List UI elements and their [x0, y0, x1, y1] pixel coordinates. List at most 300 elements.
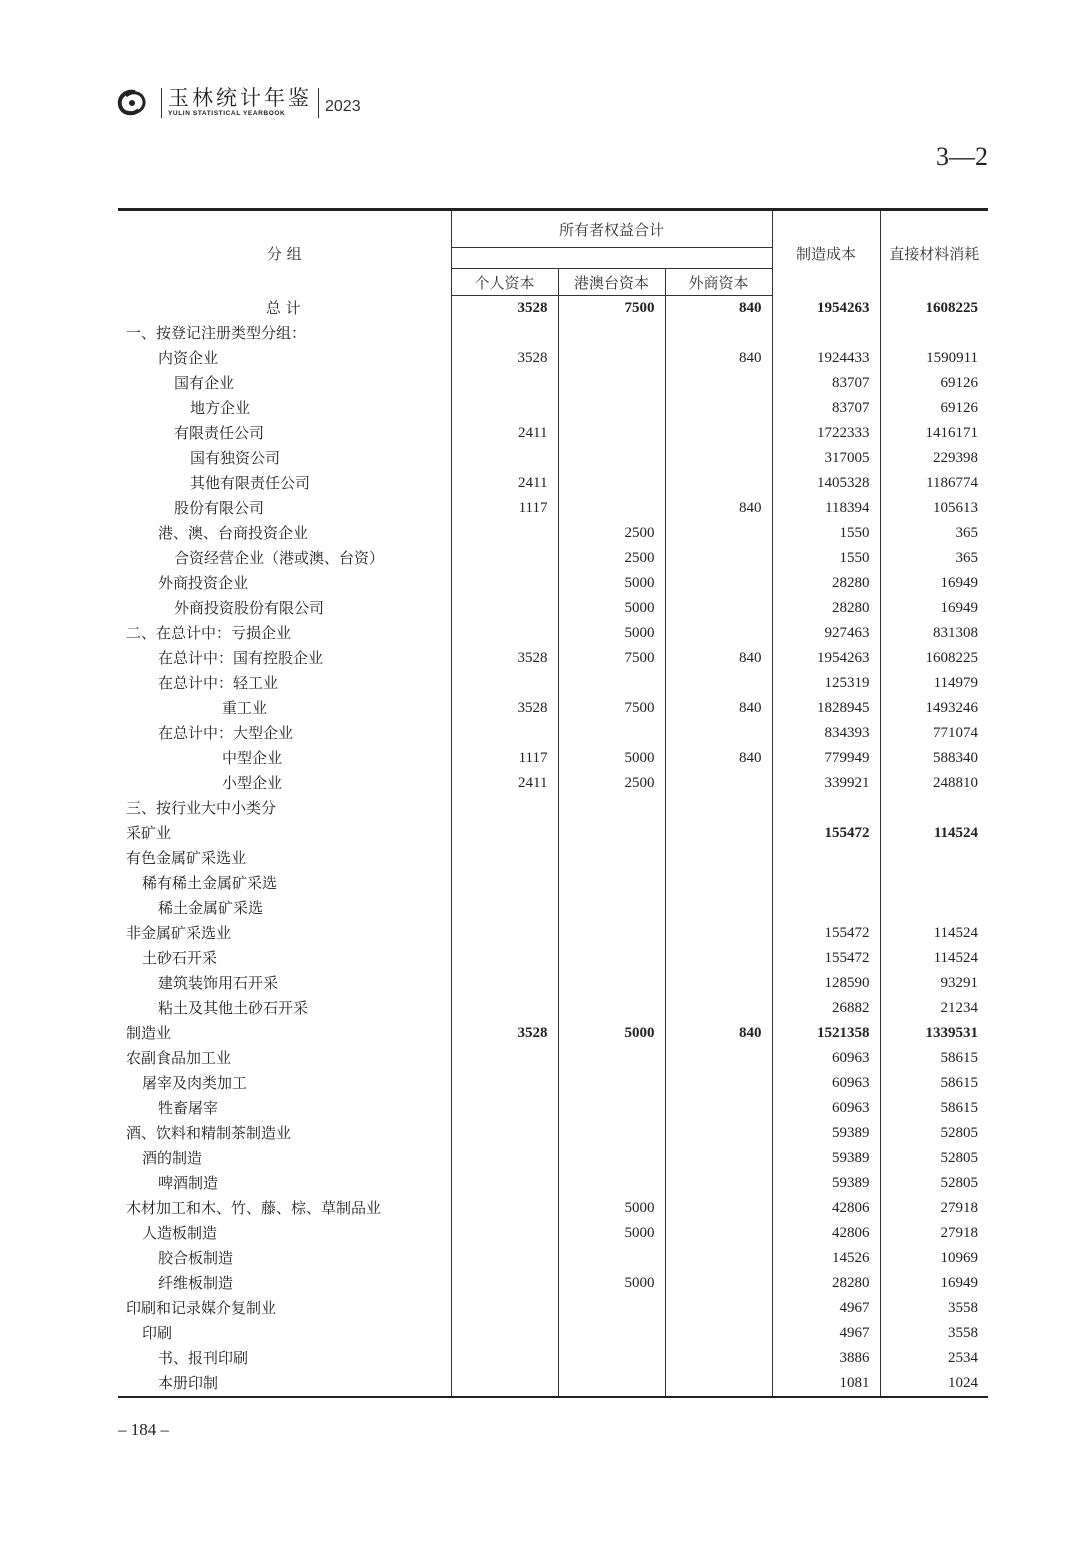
personal-capital-cell — [451, 1221, 558, 1246]
table-row — [118, 1071, 988, 1096]
hk-macao-taiwan-capital-cell: 5000 — [558, 596, 665, 621]
table-row — [118, 1246, 988, 1271]
personal-capital-cell: 3528 — [451, 696, 558, 721]
row-label: 木材加工和木、竹、藤、棕、草制品业 — [126, 1199, 382, 1217]
manufacturing-cost-cell: 1722333 — [772, 421, 880, 446]
row-label: 三、按行业大中小类分 — [126, 799, 277, 817]
table-row — [118, 321, 988, 346]
row-label: 酒的制造 — [142, 1149, 203, 1167]
hk-macao-taiwan-capital-header: 港澳台资本 — [558, 269, 665, 296]
hk-macao-taiwan-capital-cell: 2500 — [558, 546, 665, 571]
personal-capital-cell: 3528 — [451, 646, 558, 671]
table-row — [118, 296, 988, 322]
hk-macao-taiwan-capital-cell: 5000 — [558, 571, 665, 596]
table-row — [118, 471, 988, 496]
table-row — [118, 621, 988, 646]
table-row — [118, 1296, 988, 1321]
direct-materials-cell: 831308 — [880, 621, 988, 646]
foreign-capital-cell — [665, 1321, 772, 1346]
row-label: 地方企业 — [190, 399, 251, 417]
foreign-capital-cell — [665, 1246, 772, 1271]
yearbook-title — [168, 88, 312, 118]
personal-capital-cell — [451, 796, 558, 821]
yearbook-title-cn: 玉林统计年鉴 — [168, 86, 312, 111]
personal-capital-cell — [451, 621, 558, 646]
direct-materials-cell: 1590911 — [880, 346, 988, 371]
hk-macao-taiwan-capital-cell: 5000 — [558, 621, 665, 646]
table-row — [118, 1046, 988, 1071]
foreign-capital-cell — [665, 1221, 772, 1246]
personal-capital-cell — [451, 1046, 558, 1071]
foreign-capital-cell — [665, 671, 772, 696]
yearbook-logo-icon — [115, 88, 149, 118]
manufacturing-cost-cell: 60963 — [772, 1071, 880, 1096]
table-row — [118, 571, 988, 596]
personal-capital-cell — [451, 1271, 558, 1296]
hk-macao-taiwan-capital-cell: 2500 — [558, 771, 665, 796]
owners-equity-header: 所有者权益合计 — [451, 210, 772, 248]
row-label: 稀有稀土金属矿采选 — [142, 874, 278, 892]
personal-capital-cell: 1117 — [451, 746, 558, 771]
table-row — [118, 496, 988, 521]
table-row — [118, 946, 988, 971]
yearbook-header — [115, 86, 361, 120]
manufacturing-cost-cell: 28280 — [772, 1271, 880, 1296]
manufacturing-cost-cell: 927463 — [772, 621, 880, 646]
manufacturing-cost-cell: 125319 — [772, 671, 880, 696]
table-row — [118, 796, 988, 821]
direct-materials-cell: 1339531 — [880, 1021, 988, 1046]
manufacturing-cost-cell: 83707 — [772, 371, 880, 396]
table-row — [118, 421, 988, 446]
personal-capital-cell — [451, 321, 558, 346]
hk-macao-taiwan-capital-cell — [558, 1296, 665, 1321]
row-label: 建筑装饰用石开采 — [158, 974, 279, 992]
manufacturing-cost-cell — [772, 871, 880, 896]
row-label: 印刷和记录媒介复制业 — [126, 1299, 277, 1317]
direct-materials-cell: 27918 — [880, 1221, 988, 1246]
manufacturing-cost-cell: 1550 — [772, 521, 880, 546]
row-label: 合资经营企业（港或澳、台资） — [174, 549, 385, 567]
foreign-capital-cell — [665, 1146, 772, 1171]
foreign-capital-cell — [665, 471, 772, 496]
hk-macao-taiwan-capital-cell — [558, 421, 665, 446]
row-label: 小型企业 — [222, 774, 283, 792]
header-divider — [161, 88, 162, 118]
manufacturing-cost-cell: 60963 — [772, 1046, 880, 1071]
row-label: 采矿业 — [126, 824, 172, 842]
row-label: 屠宰及肉类加工 — [142, 1074, 248, 1092]
direct-materials-cell: 2534 — [880, 1346, 988, 1371]
direct-materials-cell: 1608225 — [880, 646, 988, 671]
personal-capital-cell: 1117 — [451, 496, 558, 521]
direct-materials-cell: 58615 — [880, 1096, 988, 1121]
table-body — [118, 296, 988, 1398]
personal-capital-cell — [451, 571, 558, 596]
foreign-capital-cell — [665, 971, 772, 996]
hk-macao-taiwan-capital-cell — [558, 721, 665, 746]
foreign-capital-cell: 840 — [665, 346, 772, 371]
personal-capital-cell — [451, 1371, 558, 1397]
foreign-capital-cell — [665, 1171, 772, 1196]
statistics-table — [118, 208, 988, 1398]
page-number: – 184 – — [118, 1420, 169, 1439]
personal-capital-cell: 2411 — [451, 771, 558, 796]
hk-macao-taiwan-capital-cell — [558, 1346, 665, 1371]
manufacturing-cost-cell: 1924433 — [772, 346, 880, 371]
direct-materials-cell — [880, 846, 988, 871]
foreign-capital-cell — [665, 796, 772, 821]
hk-macao-taiwan-capital-cell — [558, 971, 665, 996]
direct-materials-cell: 114524 — [880, 946, 988, 971]
direct-materials-cell: 229398 — [880, 446, 988, 471]
foreign-capital-cell: 840 — [665, 696, 772, 721]
table-row — [118, 771, 988, 796]
row-label: 土砂石开采 — [142, 949, 218, 967]
hk-macao-taiwan-capital-cell — [558, 1046, 665, 1071]
table-row — [118, 1271, 988, 1296]
table-row — [118, 1096, 988, 1121]
row-label: 港、澳、台商投资企业 — [158, 524, 309, 542]
row-label: 外商投资企业 — [158, 574, 249, 592]
personal-capital-cell — [451, 1321, 558, 1346]
foreign-capital-cell — [665, 371, 772, 396]
hk-macao-taiwan-capital-cell: 5000 — [558, 1021, 665, 1046]
personal-capital-cell — [451, 521, 558, 546]
hk-macao-taiwan-capital-cell — [558, 321, 665, 346]
direct-materials-cell: 3558 — [880, 1321, 988, 1346]
direct-materials-cell: 1024 — [880, 1371, 988, 1397]
row-label: 本册印制 — [118, 1371, 451, 1397]
table-row — [118, 346, 988, 371]
row-label: 股份有限公司 — [174, 499, 265, 517]
direct-materials-cell — [880, 871, 988, 896]
manufacturing-cost-cell: 1954263 — [772, 646, 880, 671]
personal-capital-cell — [451, 446, 558, 471]
manufacturing-cost-cell: 14526 — [772, 1246, 880, 1271]
personal-capital-cell — [451, 996, 558, 1021]
manufacturing-cost-cell: 42806 — [772, 1221, 880, 1246]
row-label: 农副食品加工业 — [126, 1049, 232, 1067]
table-row — [118, 746, 988, 771]
row-label: 人造板制造 — [142, 1224, 218, 1242]
row-label: 书、报刊印刷 — [158, 1349, 249, 1367]
row-label: 牲畜屠宰 — [158, 1099, 219, 1117]
manufacturing-cost-cell: 60963 — [772, 1096, 880, 1121]
table-row — [118, 1021, 988, 1046]
personal-capital-cell — [451, 1171, 558, 1196]
row-label: 其他有限责任公司 — [190, 474, 311, 492]
personal-capital-cell: 2411 — [451, 471, 558, 496]
manufacturing-cost-cell: 155472 — [772, 821, 880, 846]
direct-materials-cell: 1493246 — [880, 696, 988, 721]
row-label: 在总计中：大型企业 — [158, 724, 294, 742]
foreign-capital-cell — [665, 1196, 772, 1221]
hk-macao-taiwan-capital-cell — [558, 496, 665, 521]
row-label: 在总计中：国有控股企业 — [158, 649, 324, 667]
foreign-capital-cell — [665, 871, 772, 896]
table-row — [118, 1371, 988, 1397]
hk-macao-taiwan-capital-cell — [558, 1321, 665, 1346]
manufacturing-cost-cell: 1081 — [772, 1371, 880, 1397]
table-row — [118, 1146, 988, 1171]
direct-materials-cell: 69126 — [880, 396, 988, 421]
row-label: 一、按登记注册类型分组： — [126, 324, 307, 342]
manufacturing-cost-cell: 1828945 — [772, 696, 880, 721]
table-row — [118, 896, 988, 921]
personal-capital-cell — [451, 871, 558, 896]
direct-materials-cell: 248810 — [880, 771, 988, 796]
foreign-capital-cell — [665, 521, 772, 546]
manufacturing-cost-cell: 118394 — [772, 496, 880, 521]
hk-macao-taiwan-capital-cell: 2500 — [558, 521, 665, 546]
manufacturing-cost-cell — [772, 846, 880, 871]
row-label: 中型企业 — [222, 749, 283, 767]
manufacturing-cost-cell: 1521358 — [772, 1021, 880, 1046]
row-label: 总 计 — [265, 298, 301, 317]
direct-materials-cell: 52805 — [880, 1121, 988, 1146]
direct-materials-cell — [880, 796, 988, 821]
manufacturing-cost-cell: 779949 — [772, 746, 880, 771]
yearbook-year: 2023 — [325, 98, 361, 115]
table-row — [118, 821, 988, 846]
foreign-capital-cell — [665, 446, 772, 471]
manufacturing-cost-cell: 4967 — [772, 1321, 880, 1346]
personal-capital-cell — [451, 546, 558, 571]
hk-macao-taiwan-capital-cell: 5000 — [558, 1221, 665, 1246]
table-row — [118, 696, 988, 721]
hk-macao-taiwan-capital-cell — [558, 796, 665, 821]
hk-macao-taiwan-capital-cell — [558, 1146, 665, 1171]
foreign-capital-cell: 840 — [665, 296, 772, 322]
foreign-capital-cell — [665, 821, 772, 846]
manufacturing-cost-cell: 42806 — [772, 1196, 880, 1221]
hk-macao-taiwan-capital-cell — [558, 846, 665, 871]
manufacturing-cost-cell: 28280 — [772, 596, 880, 621]
manufacturing-cost-cell: 155472 — [772, 946, 880, 971]
hk-macao-taiwan-capital-cell: 7500 — [558, 646, 665, 671]
foreign-capital-cell — [665, 721, 772, 746]
header-divider — [318, 88, 319, 118]
hk-macao-taiwan-capital-cell — [558, 1246, 665, 1271]
hk-macao-taiwan-capital-cell — [558, 471, 665, 496]
row-label: 有色金属矿采选业 — [126, 849, 247, 867]
direct-materials-cell: 114524 — [880, 821, 988, 846]
foreign-capital-cell — [665, 1096, 772, 1121]
direct-materials-cell: 52805 — [880, 1171, 988, 1196]
table-number: 3—2 — [936, 142, 988, 171]
table-row — [118, 1171, 988, 1196]
personal-capital-cell — [451, 371, 558, 396]
foreign-capital-cell — [665, 596, 772, 621]
row-label: 纤维板制造 — [158, 1274, 234, 1292]
direct-materials-cell — [880, 896, 988, 921]
group-column-header: 分 组 — [118, 210, 451, 296]
manufacturing-cost-cell: 3886 — [772, 1346, 880, 1371]
personal-capital-cell — [451, 971, 558, 996]
table-row — [118, 1221, 988, 1246]
row-label: 在总计中：轻工业 — [158, 674, 279, 692]
foreign-capital-cell — [665, 1271, 772, 1296]
hk-macao-taiwan-capital-cell — [558, 1096, 665, 1121]
row-label: 有限责任公司 — [174, 424, 265, 442]
personal-capital-cell — [451, 721, 558, 746]
row-label: 国有独资公司 — [190, 449, 281, 467]
direct-materials-cell: 3558 — [880, 1296, 988, 1321]
direct-materials-cell: 771074 — [880, 721, 988, 746]
manufacturing-cost-header: 制造成本 — [772, 210, 880, 296]
foreign-capital-cell: 840 — [665, 1021, 772, 1046]
direct-materials-cell — [880, 321, 988, 346]
table-row — [118, 596, 988, 621]
manufacturing-cost-cell — [772, 796, 880, 821]
personal-capital-cell: 2411 — [451, 421, 558, 446]
manufacturing-cost-cell: 1550 — [772, 546, 880, 571]
statistics-table-container — [118, 208, 988, 1398]
foreign-capital-cell — [665, 396, 772, 421]
hk-macao-taiwan-capital-cell: 5000 — [558, 1271, 665, 1296]
table-row — [118, 521, 988, 546]
direct-materials-cell: 58615 — [880, 1071, 988, 1096]
table-row — [118, 1121, 988, 1146]
direct-materials-cell: 114524 — [880, 921, 988, 946]
direct-materials-cell: 69126 — [880, 371, 988, 396]
personal-capital-cell — [451, 896, 558, 921]
table-row — [118, 371, 988, 396]
direct-materials-cell: 27918 — [880, 1196, 988, 1221]
table-row — [118, 846, 988, 871]
hk-macao-taiwan-capital-cell: 7500 — [558, 696, 665, 721]
table-row — [118, 546, 988, 571]
hk-macao-taiwan-capital-cell — [558, 671, 665, 696]
personal-capital-cell — [451, 1121, 558, 1146]
table-row — [118, 721, 988, 746]
foreign-capital-cell — [665, 571, 772, 596]
foreign-capital-cell: 840 — [665, 646, 772, 671]
manufacturing-cost-cell — [772, 321, 880, 346]
foreign-capital-cell — [665, 421, 772, 446]
direct-materials-cell: 365 — [880, 546, 988, 571]
table-row — [118, 1346, 988, 1371]
foreign-capital-cell — [665, 921, 772, 946]
direct-materials-cell: 16949 — [880, 1271, 988, 1296]
table-row — [118, 671, 988, 696]
hk-macao-taiwan-capital-cell — [558, 1171, 665, 1196]
row-label: 啤酒制造 — [158, 1174, 219, 1192]
direct-materials-cell: 588340 — [880, 746, 988, 771]
row-label: 二、在总计中：亏损企业 — [126, 624, 292, 642]
direct-materials-header: 直接材料消耗 — [880, 210, 988, 296]
table-row — [118, 396, 988, 421]
foreign-capital-header: 外商资本 — [665, 269, 772, 296]
hk-macao-taiwan-capital-cell — [558, 996, 665, 1021]
row-label: 胶合板制造 — [158, 1249, 234, 1267]
hk-macao-taiwan-capital-cell — [558, 896, 665, 921]
hk-macao-taiwan-capital-cell — [558, 446, 665, 471]
direct-materials-cell: 1608225 — [880, 296, 988, 322]
row-label: 重工业 — [222, 699, 268, 717]
personal-capital-cell — [451, 946, 558, 971]
hk-macao-taiwan-capital-cell — [558, 946, 665, 971]
direct-materials-cell: 16949 — [880, 596, 988, 621]
yearbook-title-en: YULIN STATISTICAL YEARBOOK — [168, 110, 286, 118]
direct-materials-cell: 1186774 — [880, 471, 988, 496]
manufacturing-cost-cell: 59389 — [772, 1171, 880, 1196]
manufacturing-cost-cell: 1405328 — [772, 471, 880, 496]
direct-materials-cell: 1416171 — [880, 421, 988, 446]
manufacturing-cost-cell: 4967 — [772, 1296, 880, 1321]
personal-capital-cell — [451, 1296, 558, 1321]
personal-capital-cell — [451, 1146, 558, 1171]
foreign-capital-cell: 840 — [665, 496, 772, 521]
personal-capital-cell — [451, 846, 558, 871]
row-label: 国有企业 — [174, 374, 235, 392]
foreign-capital-cell — [665, 1046, 772, 1071]
personal-capital-cell — [451, 1346, 558, 1371]
direct-materials-cell: 16949 — [880, 571, 988, 596]
manufacturing-cost-cell: 155472 — [772, 921, 880, 946]
hk-macao-taiwan-capital-cell — [558, 1121, 665, 1146]
table-row — [118, 971, 988, 996]
row-label: 非金属矿采选业 — [126, 924, 232, 942]
personal-capital-cell — [451, 596, 558, 621]
table-row — [118, 996, 988, 1021]
direct-materials-cell: 114979 — [880, 671, 988, 696]
manufacturing-cost-cell: 28280 — [772, 571, 880, 596]
manufacturing-cost-cell: 317005 — [772, 446, 880, 471]
personal-capital-cell — [451, 1196, 558, 1221]
personal-capital-header: 个人资本 — [451, 269, 558, 296]
hk-macao-taiwan-capital-cell: 7500 — [558, 296, 665, 322]
table-row — [118, 1321, 988, 1346]
manufacturing-cost-cell: 339921 — [772, 771, 880, 796]
foreign-capital-cell — [665, 1371, 772, 1397]
personal-capital-cell — [451, 821, 558, 846]
foreign-capital-cell — [665, 1121, 772, 1146]
manufacturing-cost-cell: 26882 — [772, 996, 880, 1021]
table-row — [118, 921, 988, 946]
row-label: 外商投资股份有限公司 — [174, 599, 325, 617]
direct-materials-cell: 58615 — [880, 1046, 988, 1071]
foreign-capital-cell — [665, 1296, 772, 1321]
direct-materials-cell: 21234 — [880, 996, 988, 1021]
hk-macao-taiwan-capital-cell — [558, 871, 665, 896]
row-label: 印刷 — [142, 1324, 173, 1342]
hk-macao-taiwan-capital-cell — [558, 821, 665, 846]
hk-macao-taiwan-capital-cell — [558, 921, 665, 946]
hk-macao-taiwan-capital-cell — [558, 1371, 665, 1397]
hk-macao-taiwan-capital-cell: 5000 — [558, 1196, 665, 1221]
row-label: 粘土及其他土砂石开采 — [158, 999, 309, 1017]
table-row — [118, 646, 988, 671]
personal-capital-cell — [451, 921, 558, 946]
personal-capital-cell: 3528 — [451, 296, 558, 322]
row-label: 稀土金属矿采选 — [158, 899, 264, 917]
foreign-capital-cell — [665, 771, 772, 796]
manufacturing-cost-cell: 59389 — [772, 1121, 880, 1146]
personal-capital-cell — [451, 1096, 558, 1121]
table-row — [118, 446, 988, 471]
foreign-capital-cell — [665, 1346, 772, 1371]
table-row — [118, 871, 988, 896]
foreign-capital-cell — [665, 621, 772, 646]
row-label: 酒、饮料和精制茶制造业 — [126, 1124, 292, 1142]
personal-capital-cell — [451, 1071, 558, 1096]
direct-materials-cell: 105613 — [880, 496, 988, 521]
personal-capital-cell: 3528 — [451, 1021, 558, 1046]
direct-materials-cell: 10969 — [880, 1246, 988, 1271]
manufacturing-cost-cell: 1954263 — [772, 296, 880, 322]
